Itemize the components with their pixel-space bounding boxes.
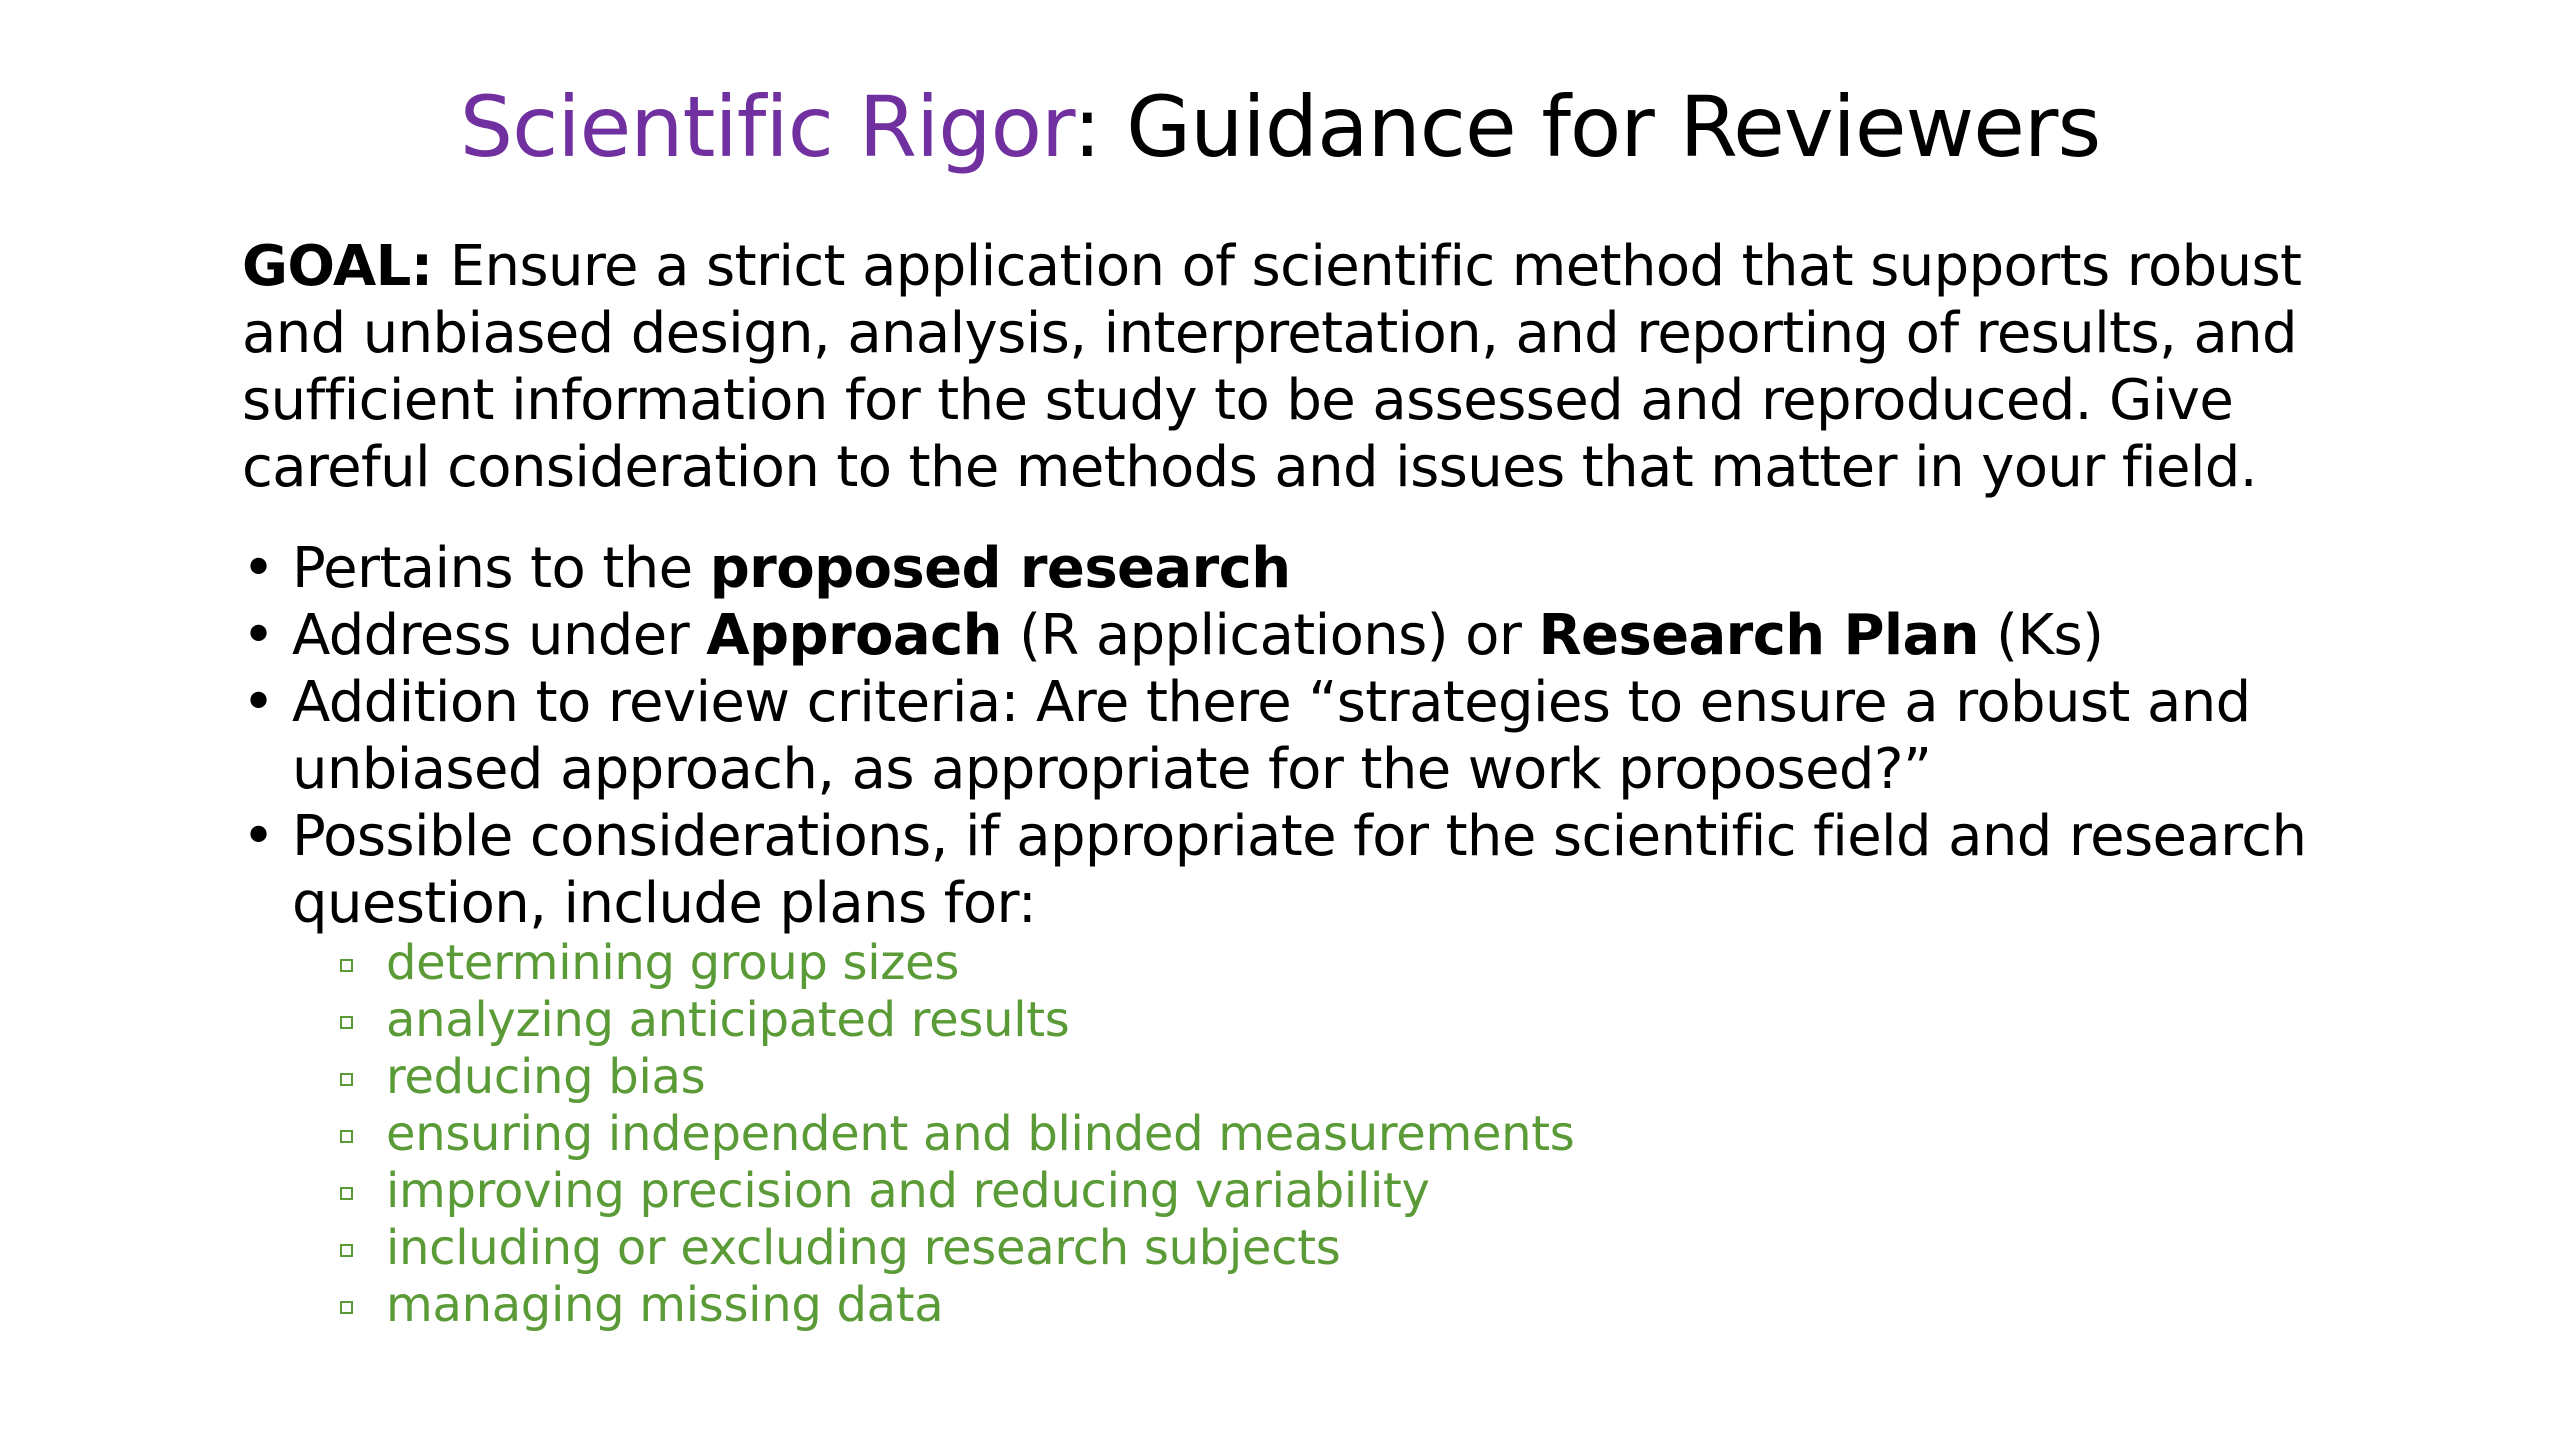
sub-bullet-text: improving precision and reducing variability [386,1163,1430,1219]
bullet-text: Addition to review criteria: Are there “strategies to ensure a robust and unbiased approach, as appropriate for the work proposed?” [292,670,2251,802]
sub-bullet-item [340,992,1575,1049]
bullet-item [242,803,2442,937]
sub-bullet-item [340,1220,1575,1277]
title-rest: : Guidance for Reviewers [1073,78,2101,176]
sub-bullet-text: analyzing anticipated results [386,992,1070,1048]
bullet-item [242,602,2442,669]
bullet-text: (R applications) or [1001,603,1539,668]
goal-paragraph [242,233,2392,501]
bullet-text: (Ks) [1978,603,2104,668]
bullet-bold: proposed research [709,536,1291,601]
hollow-square-icon [340,1244,353,1257]
sub-bullet-text: reducing bias [386,1049,706,1105]
bullet-bold: Approach [706,603,1002,668]
sub-bullet-text: ensuring independent and blinded measurements [386,1106,1575,1162]
sub-bullet-list [340,935,1575,1334]
sub-bullet-text: managing missing data [386,1277,944,1333]
bullet-bold: Research Plan [1538,603,1979,668]
bullet-text: Possible considerations, if appropriate for the scientific field and research question, include plans for: [292,804,2307,936]
bullet-icon: • [242,670,275,735]
goal-text: Ensure a strict application of scientific method that supports robust and unbiased design, analysis, interpretation, and reporting of results, and sufficient information for the study to be assessed and reproduced. Give careful consideration to the methods and issues that matter in your field. [242,234,2302,500]
sub-bullet-item [340,935,1575,992]
hollow-square-icon [340,1073,353,1086]
sub-bullet-item [340,1277,1575,1334]
bullet-text: Address under [292,603,707,668]
hollow-square-icon [340,1187,353,1200]
sub-bullet-text: including or excluding research subjects [386,1220,1341,1276]
bullet-item [242,669,2442,803]
hollow-square-icon [340,1130,353,1143]
sub-bullet-item [340,1106,1575,1163]
hollow-square-icon [340,959,353,972]
slide-title [0,72,2560,182]
sub-bullet-item [340,1163,1575,1220]
sub-bullet-item [340,1049,1575,1106]
bullet-text: Pertains to the [292,536,710,601]
hollow-square-icon [340,1016,353,1029]
bullet-icon: • [242,804,275,869]
title-accent: Scientific Rigor [459,78,1074,176]
bullet-icon: • [242,536,275,601]
goal-label: GOAL: [242,234,433,299]
sub-bullet-text: determining group sizes [386,935,960,991]
bullet-icon: • [242,603,275,668]
bullet-list [242,535,2442,937]
bullet-item [242,535,2442,602]
hollow-square-icon [340,1301,353,1314]
